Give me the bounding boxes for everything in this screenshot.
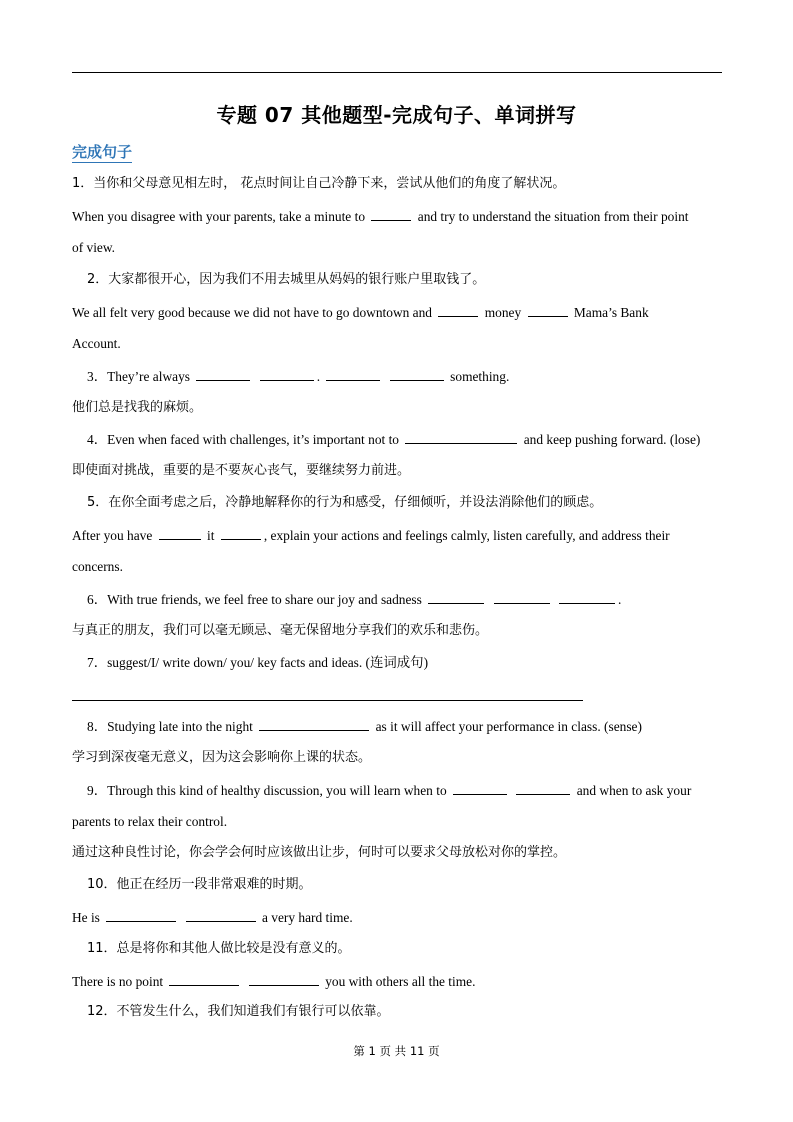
blank[interactable] — [186, 908, 256, 922]
header-rule — [72, 72, 722, 73]
q11-english — [72, 972, 724, 991]
blank[interactable] — [221, 526, 261, 540]
blank[interactable] — [438, 303, 478, 317]
blank[interactable] — [516, 781, 570, 795]
q6-text-a: 6．With true friends, we feel free to share our joy and sadness — [87, 592, 422, 607]
q12-chinese: 12．不管发生什么，我们知道我们有银行可以依靠。 — [87, 1004, 390, 1019]
q5-english-line1 — [72, 526, 724, 545]
page-title: 专题 07 其他题型-完成句子、单词拼写 — [216, 103, 577, 127]
q10-text-a: He is — [72, 910, 100, 925]
page-footer: 第 1 页 共 11 页 — [353, 1044, 440, 1058]
blank[interactable] — [249, 972, 319, 986]
q10-text-b: a very hard time. — [261, 910, 353, 925]
blank[interactable] — [371, 207, 411, 221]
blank[interactable] — [494, 590, 550, 604]
q1-english-line2: of view. — [72, 240, 116, 255]
q10-english — [72, 908, 724, 927]
q2-text-c: Mama’s Bank — [573, 305, 649, 320]
q3-text-a: 3．They’re always — [87, 369, 190, 384]
q11-text-a: There is no point — [72, 974, 164, 989]
q1-english-line1 — [72, 207, 724, 226]
q6-chinese: 与真正的朋友，我们可以毫无顾忌、毫无保留地分享我们的欢乐和悲伤。 — [72, 623, 489, 638]
q5-text-c: , explain your actions and feelings calmly, listen carefully, and address their — [263, 528, 670, 543]
q3-chinese: 他们总是找我的麻烦。 — [72, 400, 203, 415]
blank[interactable] — [259, 717, 369, 731]
q9-text-a: 9．Through this kind of healthy discussion, you will learn when to — [87, 783, 447, 798]
q2-text-a: We all felt very good because we did not have to go downtown and — [72, 305, 432, 320]
section-heading: 完成句子 — [72, 143, 133, 161]
blank[interactable] — [559, 590, 615, 604]
q1-chinese: 1．当你和父母意见相左时， 花点时间让自己冷静下来，尝试从他们的角度了解状况。 — [72, 176, 566, 191]
q2-english-line1 — [72, 303, 724, 322]
q3-text-b: . — [316, 369, 321, 384]
q5-text-a: After you have — [72, 528, 153, 543]
blank[interactable] — [528, 303, 568, 317]
blank[interactable] — [169, 972, 239, 986]
q9-english-line1 — [87, 781, 739, 800]
q1-text-a: When you disagree with your parents, take a minute to — [72, 209, 366, 224]
q8-text-b: as it will affect your performance in class. (sense) — [375, 719, 642, 734]
q10-chinese: 10．他正在经历一段非常艰难的时期。 — [87, 877, 312, 892]
q8-chinese: 学习到深夜毫无意义，因为这会影响你上课的状态。 — [72, 750, 372, 765]
q5-chinese: 5．在你全面考虑之后，冷静地解释你的行为和感受，仔细倾听，并设法消除他们的顾虑。 — [87, 495, 603, 510]
blank[interactable] — [196, 367, 250, 381]
blank[interactable] — [428, 590, 484, 604]
q2-text-b: money — [484, 305, 522, 320]
q9-chinese: 通过这种良性讨论，你会学会何时应该做出让步，何时可以要求父母放松对你的掌控。 — [72, 845, 567, 860]
q1-text-b: and try to understand the situation from their point — [417, 209, 689, 224]
blank[interactable] — [453, 781, 507, 795]
q7-answer-line[interactable] — [72, 700, 583, 701]
blank[interactable] — [390, 367, 444, 381]
q3-text-c: something. — [450, 369, 510, 384]
q8-english — [87, 717, 739, 736]
blank[interactable] — [260, 367, 314, 381]
q4-text-b: and keep pushing forward. (lose) — [523, 432, 701, 447]
q2-chinese: 2．大家都很开心，因为我们不用去城里从妈妈的银行账户里取钱了。 — [87, 272, 486, 287]
q9-english-line2: parents to relax their control. — [72, 814, 228, 829]
blank[interactable] — [106, 908, 176, 922]
q7-prompt: 7．suggest/I/ write down/ you/ key facts and ideas. (连词成句) — [87, 655, 429, 670]
q5-text-b: it — [207, 528, 215, 543]
blank[interactable] — [159, 526, 201, 540]
q11-text-b: you with others all the time. — [325, 974, 476, 989]
q4-english — [87, 430, 739, 449]
q4-chinese: 即使面对挑战，重要的是不要灰心丧气，要继续努力前进。 — [72, 463, 411, 478]
q11-chinese: 11．总是将你和其他人做比较是没有意义的。 — [87, 941, 351, 956]
q2-english-line2: Account. — [72, 336, 121, 351]
q5-english-line2: concerns. — [72, 559, 123, 574]
blank[interactable] — [405, 430, 517, 444]
q6-english — [87, 590, 739, 609]
q8-text-a: 8．Studying late into the night — [87, 719, 253, 734]
q3-english — [87, 367, 739, 386]
q9-text-b: and when to ask your — [576, 783, 692, 798]
q6-text-b: . — [617, 592, 622, 607]
blank[interactable] — [326, 367, 380, 381]
q4-text-a: 4．Even when faced with challenges, it’s important not to — [87, 432, 399, 447]
